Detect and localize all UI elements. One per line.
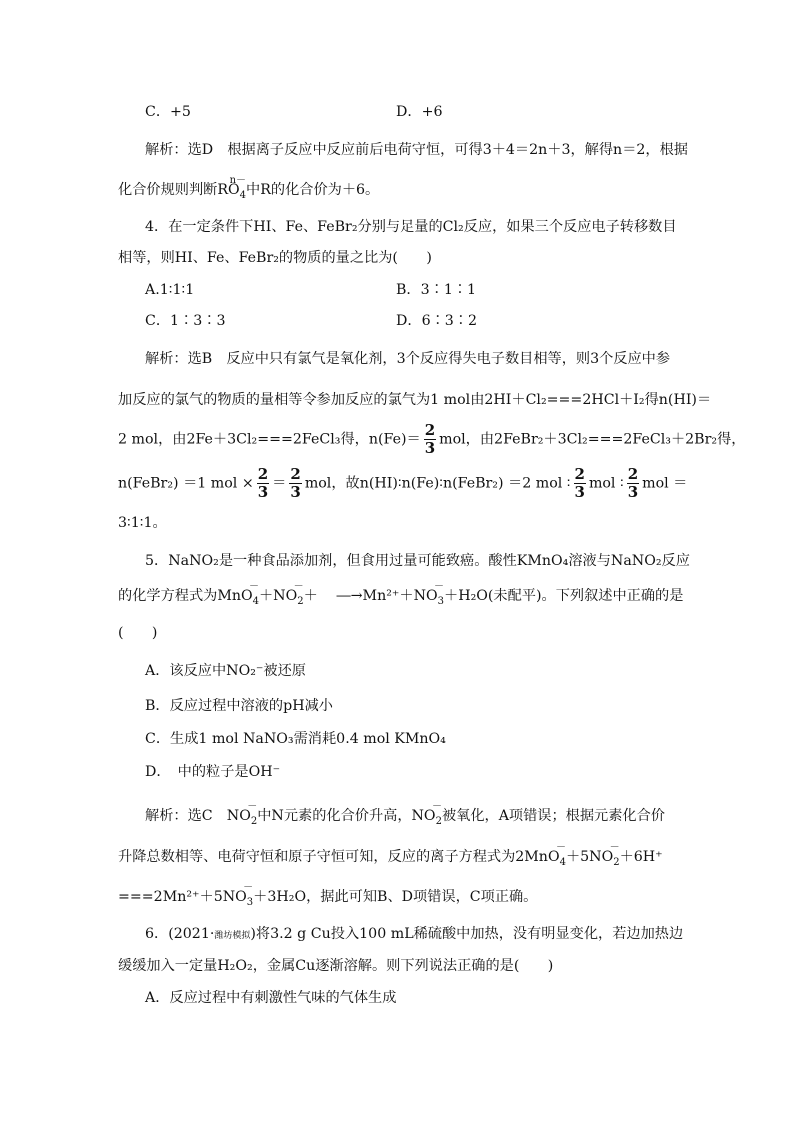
q5-analysis-line1-a: 解析：选C NO xyxy=(145,808,251,824)
q5-analysis-line1-c: 被氧化，A项错误；根据元素化合价 xyxy=(441,808,665,824)
q4-stem-line1: 4．在一定条件下HI、Fe、FeBr₂分别与足量的Cl₂反应，如果三个反应电子转移数目 xyxy=(145,219,677,235)
no3-charge: － xyxy=(243,882,254,893)
q6-option-a: A．反应过程中有刺激性气味的气体生成 xyxy=(145,990,397,1006)
q6-stem-line1-b: )将3.2 g Cu投入100 mL稀硫酸中加热，没有明显变化，若边加热边 xyxy=(250,926,684,942)
no2-charge: － xyxy=(293,581,304,592)
q6-stem-line1 xyxy=(145,924,683,946)
fraction-denominator: 3 xyxy=(627,483,639,501)
q3-option-c: C．+5 xyxy=(145,104,191,120)
q4-analysis-line4-d: mol ∶ xyxy=(588,475,624,492)
no3-subscript: 3 xyxy=(437,596,445,607)
no2-subscript: 2 xyxy=(297,596,304,607)
no3-charge: － xyxy=(434,581,445,592)
ro4-charge: n－ xyxy=(229,175,247,186)
no2-charge: － xyxy=(247,801,258,812)
q5-stem-line2-a: 的化学方程式为MnO xyxy=(118,588,253,604)
q4-analysis-line4-b: ＝ xyxy=(272,475,287,492)
ro4-ion xyxy=(229,175,247,206)
q4-analysis-line3 xyxy=(118,422,745,457)
q3-analysis-text-b: 中R的化合价为＋6。 xyxy=(246,182,380,198)
q4-option-b: B．3∶1∶1 xyxy=(396,282,477,298)
q6-stem-line1-a: 6．(2021· xyxy=(145,926,215,942)
no3-subscript: 3 xyxy=(246,897,254,908)
q4-analysis-line4-e: mol ＝ xyxy=(642,475,688,492)
mno4-ion xyxy=(248,581,259,612)
q5-analysis-line2-b: ＋5NO xyxy=(565,849,614,865)
q4-analysis-line1: 解析：选B 反应中只有氯气是氧化剂，3个反应得失电子数目相等，则3个反应中参 xyxy=(145,351,671,367)
mno4-subscript: 4 xyxy=(559,857,566,868)
q4-analysis-line4 xyxy=(118,466,687,501)
q4-option-d: D．6∶3∶2 xyxy=(396,313,478,329)
q5-analysis-line2 xyxy=(118,842,663,873)
q3-option-d: D．+6 xyxy=(396,104,443,120)
q6-source-tag: 潍坊模拟 xyxy=(214,931,251,941)
no2-ion xyxy=(247,801,258,832)
q5-option-d: D． 中的粒子是OH⁻ xyxy=(145,764,281,780)
no3-ion xyxy=(243,882,254,913)
q5-stem-line2-d: ＋H₂O(未配平)。下列叙述中正确的是 xyxy=(444,588,684,604)
q5-option-c: C．生成1 mol NaNO₃需消耗0.4 mol KMnO₄ xyxy=(145,731,446,747)
q3-analysis-text-a: 化合价规则判断RO xyxy=(118,182,240,198)
fraction-denominator: 3 xyxy=(424,439,436,457)
q5-option-b: B．反应过程中溶液的pH减小 xyxy=(145,698,333,714)
q5-analysis-line3 xyxy=(118,882,538,913)
q5-analysis-line2-c: ＋6H⁺ xyxy=(619,849,663,865)
mno4-charge: － xyxy=(248,581,259,592)
q5-stem-line2-c: ＋ ―→Mn²⁺＋NO xyxy=(303,588,438,604)
q4-analysis-line5: 3∶1∶1。 xyxy=(118,515,167,531)
q4-analysis-line2: 加反应的氯气的物质的量相等令参加反应的氯气为1 mol由2HI＋Cl₂===2HCl＋I₂得n(HI)＝ xyxy=(118,392,712,408)
q5-analysis-line1 xyxy=(145,801,665,832)
q5-analysis-line3-b: ＋3H₂O，据此可知B、D项错误，C项正确。 xyxy=(253,889,538,905)
fraction-denominator: 3 xyxy=(257,483,269,501)
q4-analysis-line4-a: n(FeBr₂) ＝1 mol × xyxy=(118,475,254,492)
no2-subscript: 2 xyxy=(250,816,258,827)
q4-analysis-line4-c: mol，故n(HI)∶n(Fe)∶n(FeBr₂) ＝2 mol ∶ xyxy=(304,475,571,492)
fraction-numerator: 2 xyxy=(574,465,585,483)
fraction-two-thirds xyxy=(289,466,301,501)
q5-stem-line2-b: ＋NO xyxy=(258,588,298,604)
no2-ion xyxy=(431,801,442,832)
fraction-two-thirds xyxy=(257,466,269,501)
no2-subscript: 2 xyxy=(613,857,620,868)
fraction-two-thirds xyxy=(627,466,639,501)
fraction-numerator: 2 xyxy=(627,465,639,483)
q4-analysis-line3-b: mol，由2FeBr₂＋3Cl₂===2FeCl₃＋2Br₂得， xyxy=(439,431,746,448)
fraction-numerator: 2 xyxy=(424,421,436,439)
q5-analysis-line2-a: 升降总数相等、电荷守恒和原子守恒可知，反应的离子方程式为2MnO xyxy=(118,849,560,865)
q5-stem-line3: ( ) xyxy=(118,625,158,641)
q4-option-c: C．1∶3∶3 xyxy=(145,313,226,329)
q5-analysis-line3-a: ===2Mn²⁺＋5NO xyxy=(118,889,247,905)
ro4-subscript: 4 xyxy=(239,190,247,201)
no2-charge: － xyxy=(431,801,442,812)
fraction-denominator: 3 xyxy=(290,483,301,501)
q3-analysis-line2 xyxy=(118,175,380,206)
q5-stem-line1: 5．NaNO₂是一种食品添加剂，但食用过量可能致癌。酸性KMnO₄溶液与NaNO₂反应 xyxy=(145,553,690,569)
q4-analysis-line3-a: 2 mol，由2Fe＋3Cl₂===2FeCl₃得，n(Fe)＝ xyxy=(118,431,421,448)
no2-ion xyxy=(609,842,620,873)
fraction-numerator: 2 xyxy=(290,465,301,483)
q4-option-a: A.1∶1∶1 xyxy=(145,282,195,298)
fraction-numerator: 2 xyxy=(257,465,269,483)
no2-charge: － xyxy=(609,842,620,853)
fraction-two-thirds xyxy=(574,466,586,501)
mno4-charge: － xyxy=(555,842,566,853)
q5-option-a: A．该反应中NO₂⁻被还原 xyxy=(145,663,306,679)
fraction-two-thirds xyxy=(424,422,436,457)
q6-stem-line2: 缓缓加入一定量H₂O₂，金属Cu逐渐溶解。则下列说法正确的是( ) xyxy=(118,958,554,974)
mno4-subscript: 4 xyxy=(252,596,259,607)
mno4-ion xyxy=(555,842,566,873)
no3-ion xyxy=(434,581,445,612)
no2-ion xyxy=(293,581,304,612)
q4-stem-line2: 相等，则HI、Fe、FeBr₂的物质的量之比为( ) xyxy=(118,250,432,266)
q5-stem-line2 xyxy=(118,581,684,612)
q3-analysis-line1: 解析：选D 根据离子反应中反应前后电荷守恒，可得3＋4＝2n＋3，解得n＝2，根据 xyxy=(145,142,688,158)
fraction-denominator: 3 xyxy=(574,483,585,501)
no2-subscript: 2 xyxy=(435,816,442,827)
q5-analysis-line1-b: 中N元素的化合价升高，NO xyxy=(257,808,436,824)
